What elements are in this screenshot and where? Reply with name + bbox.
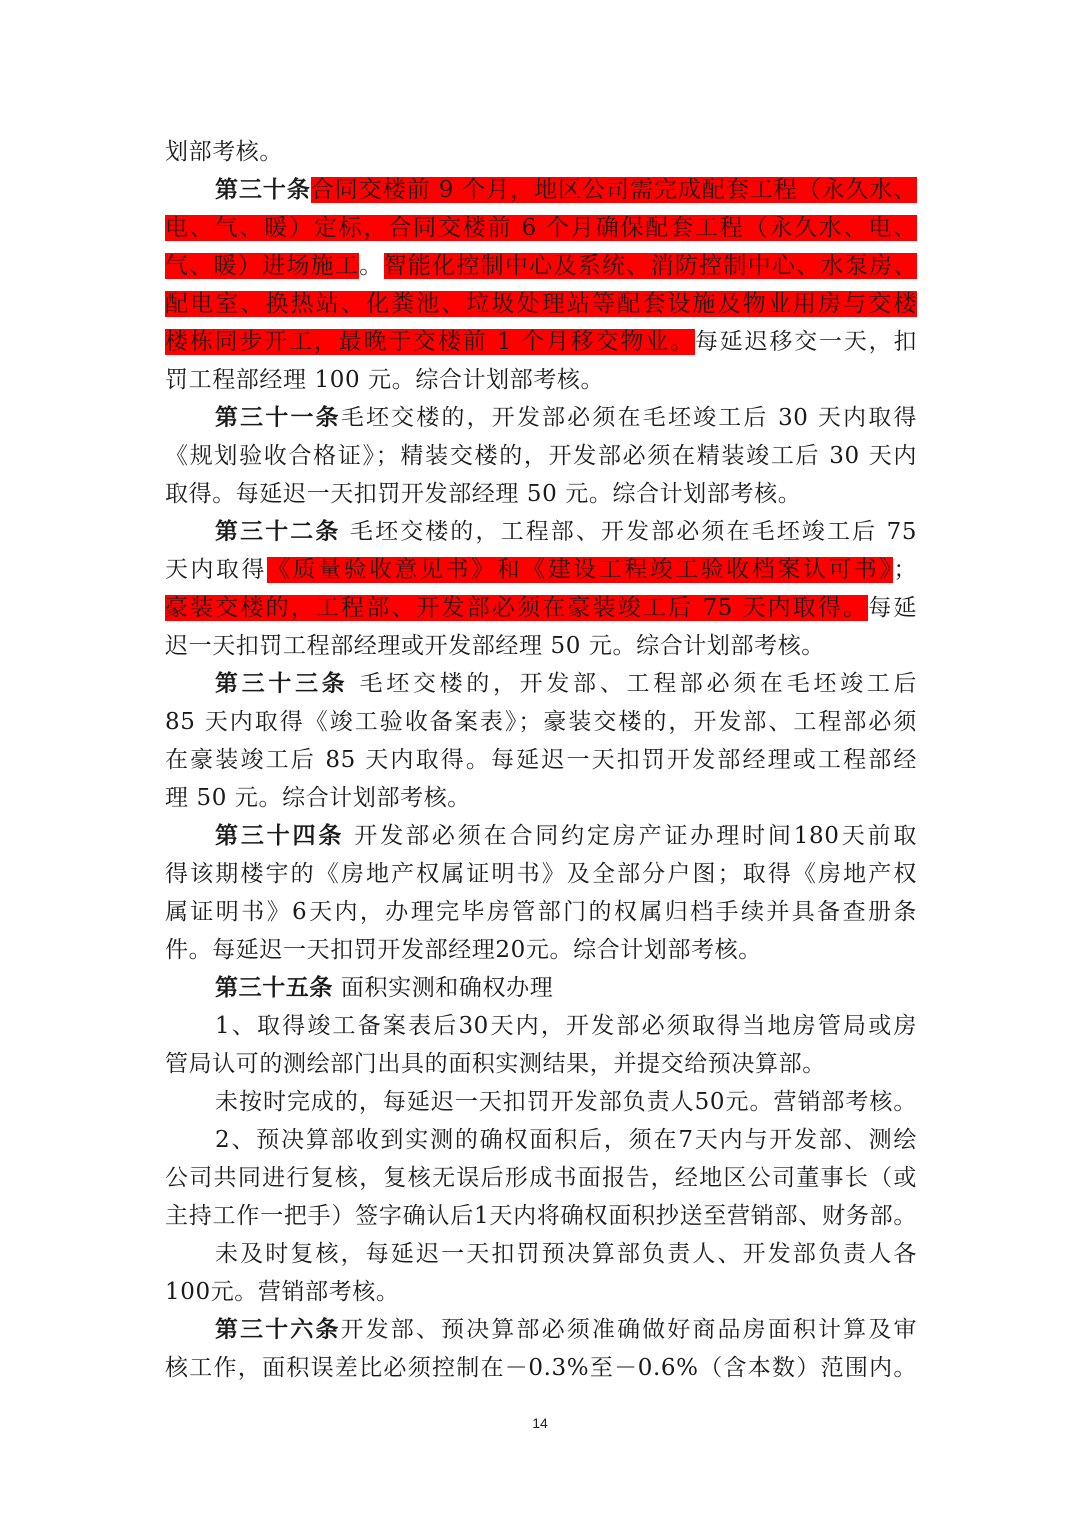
highlighted-text: 气、暖）进场施工	[165, 253, 360, 279]
text-line	[165, 1159, 917, 1197]
document-body	[165, 133, 917, 1387]
highlighted-text: 配电室、换热站、化粪池、垃圾处理站等配套设施及物业用房与交楼	[165, 291, 917, 317]
article-36-heading-line	[165, 1311, 917, 1349]
article-number: 第三十条	[215, 176, 311, 203]
text-run: ；	[893, 557, 917, 583]
text-run: 开发部、预决算部必须准确做好商品房面积计算及审	[340, 1317, 917, 1343]
article-30-heading-line	[165, 171, 917, 209]
text-line	[165, 931, 917, 969]
text-run: 得该期楼宇的《房地产权属证明书》及全部分户图；取得《房地产权	[165, 861, 917, 887]
article-number: 第三十六条	[215, 1316, 341, 1343]
text-line	[165, 589, 917, 627]
text-line	[165, 1083, 917, 1121]
text-line	[165, 627, 917, 665]
text-run: 毛坯交楼的，开发部必须在毛坯竣工后 30 天内取得	[340, 405, 918, 431]
text-run: 罚工程部经理 100 元。综合计划部考核。	[165, 367, 605, 393]
text-run: 每延迟移交一天，扣	[694, 329, 917, 355]
text-run: 未及时复核，每延迟一天扣罚预决算部负责人、开发部负责人各	[215, 1241, 917, 1267]
text-run: 迟一天扣罚工程部经理或开发部经理 50 元。综合计划部考核。	[165, 633, 825, 659]
text-run: 件。每延迟一天扣罚开发部经理20元。综合计划部考核。	[165, 937, 762, 963]
text-line	[165, 1121, 917, 1159]
article-33-heading-line	[165, 665, 917, 703]
text-line	[165, 1235, 917, 1273]
text-line	[165, 779, 917, 817]
text-run: 管局认可的测绘部门出具的面积实测结果，并提交给预决算部。	[165, 1051, 826, 1077]
text-run: 理 50 元。综合计划部考核。	[165, 785, 471, 811]
text-line	[165, 133, 917, 171]
article-number: 第三十二条	[215, 518, 341, 545]
text-run: 核工作，面积误差比必须控制在－0.3%至－0.6%（含本数）范围内。	[165, 1355, 917, 1381]
text-line	[165, 1273, 917, 1311]
text-run: 毛坯交楼的，开发部、工程部必须在毛坯竣工后	[348, 671, 917, 697]
text-run: 开发部必须在合同约定房产证办理时间180天前取	[344, 823, 917, 849]
article-number: 第三十五条	[215, 974, 333, 1001]
text-line	[165, 323, 917, 361]
text-run: 2、预决算部收到实测的确权面积后，须在7天内与开发部、测绘	[215, 1127, 917, 1153]
text-line	[165, 1007, 917, 1045]
text-line	[165, 1197, 917, 1235]
article-32-heading-line	[165, 513, 917, 551]
highlighted-text: 豪装交楼的，工程部、开发部必须在豪装竣工后 75 天内取得。	[165, 595, 869, 621]
text-run: 天内取得	[165, 557, 268, 583]
text-line	[165, 285, 917, 323]
article-number: 第三十一条	[215, 404, 341, 431]
text-line	[165, 893, 917, 931]
article-number: 第三十四条	[215, 822, 345, 849]
text-run: 属证明书》6天内，办理完毕房管部门的权属归档手续并具备查册条	[165, 899, 917, 925]
text-run: 1、取得竣工备案表后30天内，开发部必须取得当地房管局或房	[215, 1013, 917, 1039]
text-line	[165, 741, 917, 779]
text-run: 公司共同进行复核，复核无误后形成书面报告，经地区公司董事长（或	[165, 1165, 917, 1191]
highlighted-text: 《质量验收意见书》和《建设工程竣工验收档案认可书》	[267, 557, 894, 583]
text-line	[165, 703, 917, 741]
text-run: 100元。营销部考核。	[165, 1279, 400, 1305]
text-line	[165, 437, 917, 475]
highlighted-text: 合同交楼前 9 个月，地区公司需完成配套工程（永久水、	[310, 177, 917, 203]
text-run: 在豪装竣工后 85 天内取得。每延迟一天扣罚开发部经理或工程部经	[165, 747, 917, 773]
article-35-heading-line	[165, 969, 917, 1007]
text-run: 《规划验收合格证》；精装交楼的，开发部必须在精装竣工后 30 天内	[165, 443, 917, 469]
text-line	[165, 551, 917, 589]
highlighted-text: 电、气、暖）定标，合同交楼前 6 个月确保配套工程（永久水、电、	[165, 215, 917, 241]
text-line	[165, 855, 917, 893]
white-mark-text: 。	[359, 253, 384, 279]
text-run: 取得。每延迟一天扣罚开发部经理 50 元。综合计划部考核。	[165, 481, 802, 507]
text-line	[165, 475, 917, 513]
text-run: 每延	[868, 595, 917, 621]
text-line	[165, 1045, 917, 1083]
text-run: 划部考核。	[165, 139, 283, 165]
article-34-heading-line	[165, 817, 917, 855]
text-run: 毛坯交楼的，工程部、开发部必须在毛坯竣工后 75	[340, 519, 918, 545]
page-number: 14	[532, 1415, 548, 1431]
text-run: 85 天内取得《竣工验收备案表》；豪装交楼的，开发部、工程部必须	[165, 709, 917, 735]
text-run: 面积实测和确权办理	[333, 975, 554, 1001]
text-line	[165, 1349, 917, 1387]
article-31-heading-line	[165, 399, 917, 437]
text-line	[165, 209, 917, 247]
highlighted-text: 智能化控制中心及系统、消防控制中心、水泵房、	[383, 253, 917, 279]
text-line	[165, 247, 917, 285]
text-run: 主持工作一把手）签字确认后1天内将确权面积抄送至营销部、财务部。	[165, 1203, 917, 1229]
text-line	[165, 361, 917, 399]
text-run: 未按时完成的，每延迟一天扣罚开发部负责人50元。营销部考核。	[215, 1089, 917, 1115]
article-number: 第三十三条	[215, 670, 349, 697]
highlighted-text: 楼栋同步开工，最晚于交楼前 1 个月移交物业。	[165, 329, 695, 355]
